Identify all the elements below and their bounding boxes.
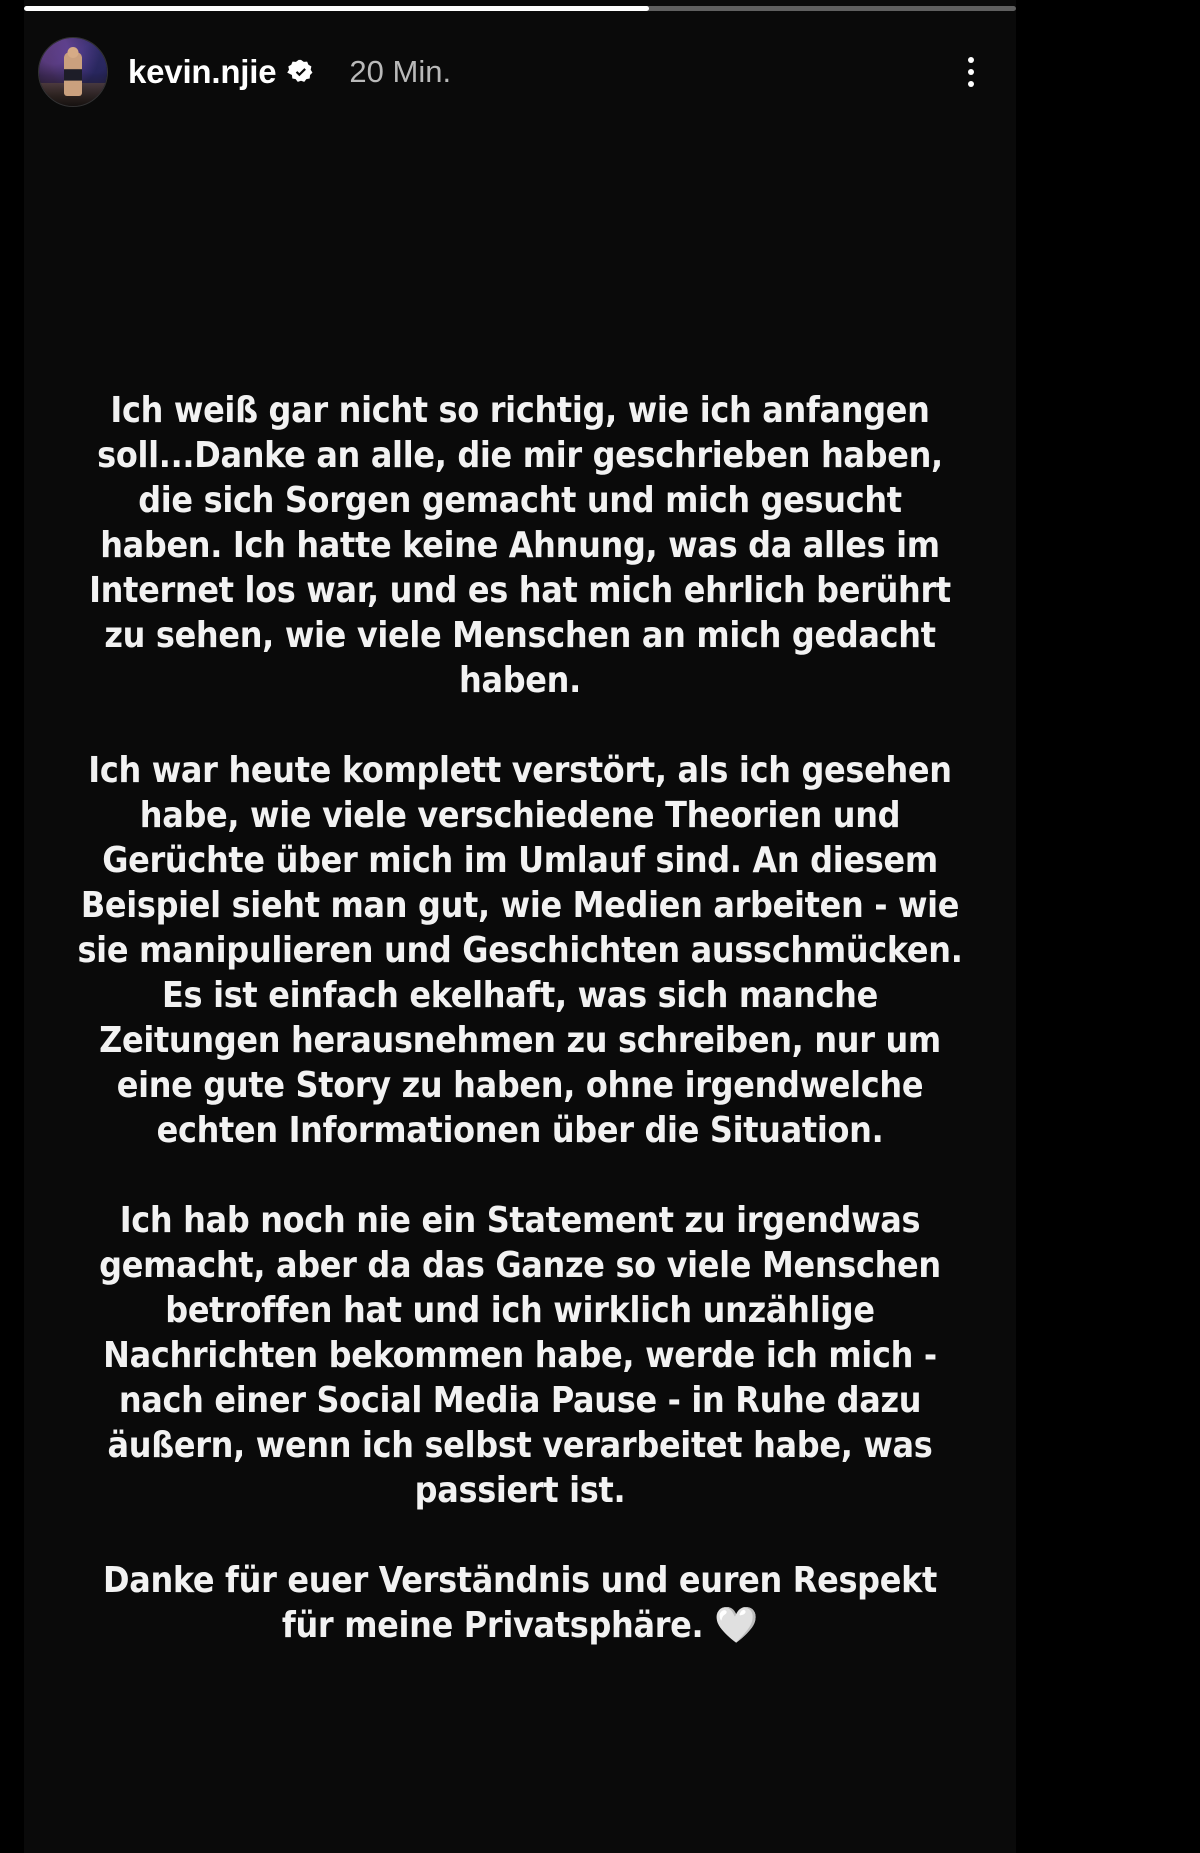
story-header (24, 30, 1016, 114)
author-info[interactable] (128, 53, 315, 91)
story-progress-fill (24, 6, 649, 11)
verified-badge-icon (287, 58, 315, 86)
story-paragraph: Danke für euer Verständnis und euren Respekt für meine Privatsphäre. 🤍 (102, 1560, 948, 1646)
dot (968, 69, 974, 75)
story-progress-bar (24, 6, 1016, 11)
username-label: kevin.njie (128, 53, 277, 90)
story-timestamp: 20 Min. (349, 54, 452, 89)
avatar-subject (64, 52, 82, 96)
avatar-subject-head (68, 47, 79, 58)
story-paragraph: Ich hab noch nie ein Statement zu irgendwas gemacht, aber da das Ganze so viele Menschen betroffen hat und ich wirklich unzählige Nachrichten bekommen habe, werde ich mich - nach einer Social Media Pause - in Ruhe dazu äußern, wenn ich selbst verarbeitet habe, was passiert ist. (99, 1200, 952, 1511)
more-options-icon[interactable] (948, 49, 994, 95)
dot (968, 57, 974, 63)
story-paragraph: Ich weiß gar nicht so richtig, wie ich anfangen soll...Danke an alle, die mir geschrieben haben, die sich Sorgen gemacht und mich gesucht haben. Ich hatte keine Ahnung, was da alles im Internet los war, und es hat mich ehrlich berührt zu sehen, wie viele Menschen an mich gedacht haben. (89, 390, 962, 701)
story-text-block (74, 388, 974, 1648)
story-viewport[interactable] (24, 0, 1016, 1853)
dot (968, 81, 974, 87)
avatar[interactable] (38, 37, 108, 107)
story-paragraph: Ich war heute komplett verstört, als ich gesehen habe, wie viele verschiedene Theorien und Gerüchte über mich im Umlauf sind. An diesem Beispiel sieht man gut, wie Medien arbeiten - wie sie manipulieren und Geschichten ausschmücken. Es ist einfach ekelhaft, was sich manche Zeitungen herausnehmen zu schreiben, nur um eine gute Story zu haben, ohne irgendwelche echten Informationen über die Situation. (77, 750, 974, 1151)
